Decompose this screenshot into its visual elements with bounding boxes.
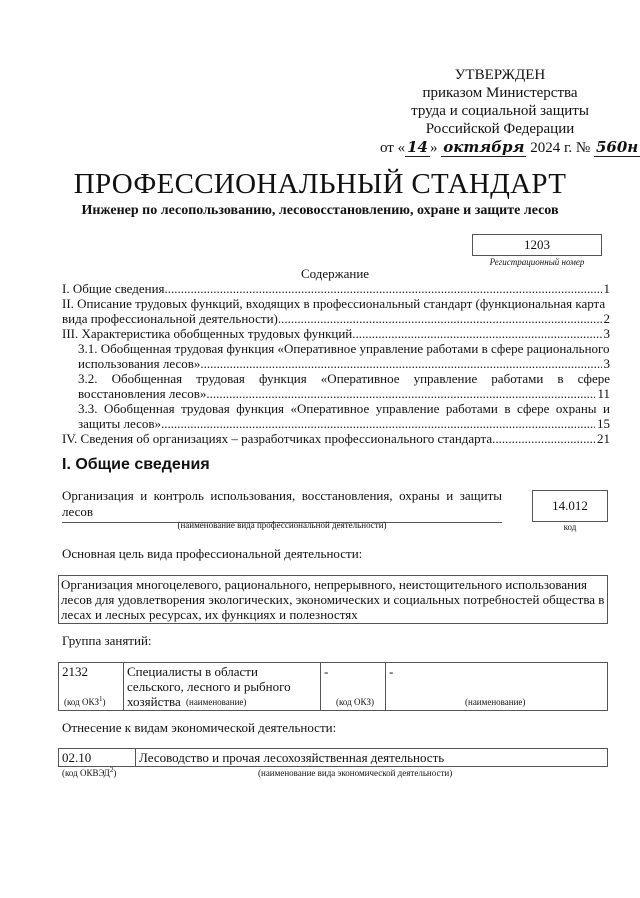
toc-entry-text: II. Описание трудовых функций, входящих в профессиональный стандарт (функциональная карта: [62, 296, 606, 311]
approval-title: УТВЕРЖДЕН: [454, 67, 546, 83]
activity-code-caption: код: [563, 522, 577, 532]
toc-page-number: 2: [603, 311, 610, 326]
footnote-marker: 1: [99, 695, 103, 703]
okz-code-caption: [64, 697, 106, 707]
toc-page-number: 21: [597, 431, 610, 446]
occupation-name2-cell: -: [386, 663, 608, 711]
toc-entry-text: 3.2. Обобщенная трудовая функция «Оперативное управление работами в сфере: [78, 371, 610, 386]
toc-page-number: 1: [603, 281, 610, 296]
okved-code-cell: 02.10: [59, 749, 136, 767]
occupation-table: [58, 662, 608, 711]
date-mid: »: [429, 140, 438, 156]
date-prefix: от «: [380, 140, 406, 156]
toc-leader: [161, 416, 595, 431]
handwritten-day: 14: [407, 138, 428, 156]
toc-leader: [492, 431, 595, 446]
okved-code-caption: [62, 768, 116, 778]
activity-kind-text: Организация и контроль использования, восстановления, охраны и защиты лесов: [62, 488, 502, 523]
toc-entry[interactable]: [62, 281, 610, 296]
okz-name-caption: (наименование): [186, 697, 247, 707]
okved-name-cell: Лесоводство и прочая лесохозяйственная деятельность: [136, 749, 608, 767]
toc-heading: Содержание: [300, 266, 370, 281]
document-subtitle: Инженер по лесопользованию, лесовосстановлению, охране и защите лесов: [81, 203, 559, 218]
economic-label: Отнесение к видам экономической деятельности:: [62, 720, 337, 735]
toc-entry-text: 3.3. Обобщенная трудовая функция «Оперативное управление работами в сфере охраны и: [78, 401, 610, 416]
toc-entry-text: восстановления лесов»: [78, 386, 207, 401]
approval-line: Российской Федерации: [425, 121, 575, 137]
activity-code-box: 14.012: [532, 490, 608, 522]
registration-number-box: 1203: [472, 234, 602, 256]
approval-line: труда и социальной защиты: [411, 103, 589, 119]
registration-number-label: Регистрационный номер: [489, 257, 585, 267]
toc-entry[interactable]: [62, 296, 610, 326]
section-heading: I. Общие сведения: [62, 456, 210, 473]
toc-entry[interactable]: [62, 401, 610, 431]
toc-leader: [278, 311, 602, 326]
footnote-marker: 2: [109, 766, 114, 774]
approval-date: [380, 138, 639, 157]
toc-page-number: 15: [597, 416, 610, 431]
occupation-code-cell: 2132: [59, 663, 124, 711]
toc-leader: [200, 356, 601, 371]
toc-entry-text: 3.1. Обобщенная трудовая функция «Оперативное управление работами в сфере рационального: [78, 341, 610, 356]
table-row: [59, 749, 608, 767]
toc-entry-text: IV. Сведения об организациях – разработчиках профессионального стандарта: [62, 431, 493, 446]
toc-entry-text: защиты лесов»: [78, 416, 162, 431]
occupation-code2-cell: -: [321, 663, 386, 711]
toc-leader: [206, 386, 595, 401]
economic-table: [58, 748, 608, 767]
toc-entry[interactable]: [62, 431, 610, 446]
goal-label: Основная цель вида профессиональной деятельности:: [62, 546, 363, 561]
activity-kind-caption: (наименование вида профессиональной деятельности): [177, 520, 387, 530]
okved-name-caption: (наименование вида экономической деятельности): [258, 768, 453, 778]
occupation-label: Группа занятий:: [62, 633, 152, 648]
handwritten-order-number: 560н: [596, 138, 639, 156]
toc-leader: [352, 326, 601, 341]
goal-text-box: Организация многоцелевого, рационального, непрерывного, неистощительного использования лесов для удовлетворения экологических, экономических и социальных потребностей общества в лесах и лесных ресурсах, их функциях и полезностях: [58, 575, 608, 624]
toc-entry-text: I. Общие сведения: [62, 281, 165, 296]
okz2-code-caption: (код ОКЗ): [336, 697, 374, 707]
caption-text: ): [102, 697, 106, 707]
toc-entry-text: вида профессиональной деятельности): [62, 311, 278, 326]
approval-block: [380, 66, 639, 157]
handwritten-month: октября: [443, 138, 525, 156]
toc-entry[interactable]: [62, 326, 610, 341]
document-title: ПРОФЕССИОНАЛЬНЫЙ СТАНДАРТ: [73, 168, 567, 200]
caption-text: (код ОКВЭД: [62, 768, 110, 778]
toc-page-number: 3: [603, 326, 610, 341]
toc-entry-text: III. Характеристика обобщенных трудовых функций: [62, 326, 353, 341]
table-of-contents: [62, 281, 610, 446]
toc-entry[interactable]: [62, 371, 610, 401]
caption-text: ): [113, 768, 117, 778]
okz2-name-caption: (наименование): [465, 697, 526, 707]
approval-line: приказом Министерства: [422, 85, 578, 101]
toc-page-number: 11: [597, 386, 610, 401]
occupation-name-cell: Специалисты в области сельского, лесного и рыбного хозяйства: [124, 663, 321, 711]
caption-text: (код ОКЗ: [64, 697, 99, 707]
toc-entry-text: использования лесов»: [78, 356, 201, 371]
date-year: 2024 г. №: [530, 140, 591, 156]
toc-leader: [165, 281, 602, 296]
toc-entry[interactable]: [62, 341, 610, 371]
toc-page-number: 3: [603, 356, 610, 371]
